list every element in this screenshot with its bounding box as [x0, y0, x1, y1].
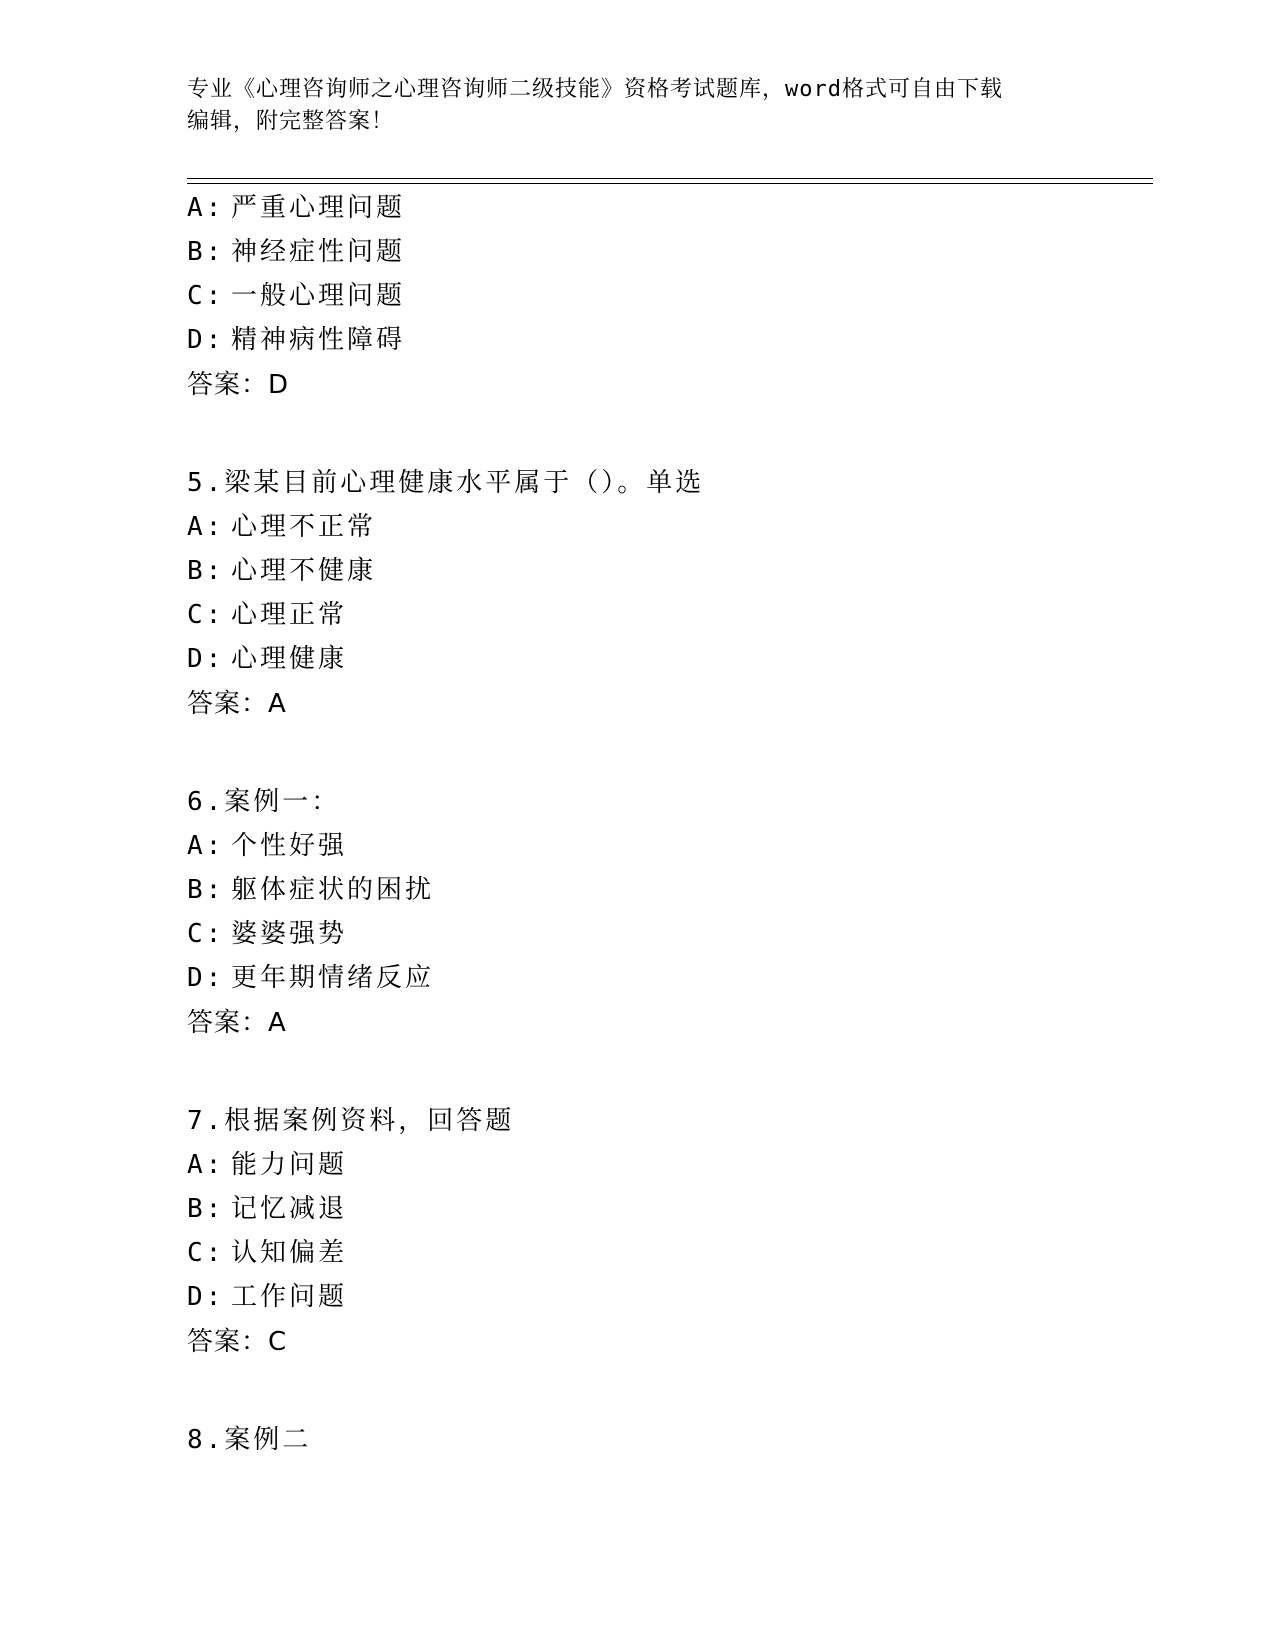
q6-option-c [187, 918, 347, 950]
q5-option-b [187, 555, 376, 587]
option-text: 婆婆强势 [231, 919, 348, 949]
header-rule-bottom [187, 183, 1153, 184]
option-letter: D: [187, 325, 225, 355]
q7-answer: 答案：C [187, 1327, 288, 1357]
option-letter: A: [187, 512, 225, 542]
option-letter: B: [187, 1194, 225, 1224]
q7-option-d [187, 1281, 347, 1313]
option-text: 工作问题 [231, 1282, 348, 1312]
option-text: 心理不健康 [231, 556, 377, 586]
option-text: 记忆减退 [231, 1194, 348, 1224]
option-letter: C: [187, 281, 225, 311]
option-text: 个性好强 [231, 831, 348, 861]
option-text: 神经症性问题 [231, 237, 406, 267]
q6-option-b [187, 874, 434, 906]
q7-question: 7.根据案例资料，回答题 [187, 1106, 515, 1136]
header-rule-top [187, 178, 1153, 179]
option-text: 心理不正常 [231, 512, 377, 542]
q6-question: 6.案例一： [187, 787, 341, 817]
q7-option-b [187, 1193, 347, 1225]
q8-question: 8.案例二 [187, 1425, 312, 1455]
q5-option-d [187, 643, 347, 675]
q5-option-c [187, 599, 347, 631]
q5-option-a [187, 511, 376, 543]
q5-answer: 答案：A [187, 689, 287, 719]
q4-option-d [187, 324, 405, 356]
option-text: 能力问题 [231, 1150, 348, 1180]
option-letter: A: [187, 1150, 225, 1180]
option-letter: A: [187, 831, 225, 861]
q5-question: 5.梁某目前心理健康水平属于（）。单选 [187, 468, 705, 498]
option-text: 认知偏差 [231, 1238, 348, 1268]
q4-option-b [187, 236, 405, 268]
option-letter: B: [187, 875, 225, 905]
option-letter: D: [187, 644, 225, 674]
option-letter: C: [187, 600, 225, 630]
option-text: 一般心理问题 [231, 281, 406, 311]
option-letter: D: [187, 963, 225, 993]
q7-option-a [187, 1149, 347, 1181]
q6-answer: 答案：A [187, 1008, 287, 1038]
option-text: 心理正常 [231, 600, 348, 630]
header-line-2: 编辑，附完整答案！ [187, 109, 395, 134]
header-line-1: 专业《心理咨询师之心理咨询师二级技能》资格考试题库，word格式可自由下载 [187, 77, 1003, 102]
q6-option-a [187, 830, 347, 862]
q4-option-c [187, 280, 405, 312]
q7-option-c [187, 1237, 347, 1269]
document-header [187, 74, 1087, 138]
option-text: 更年期情绪反应 [231, 963, 435, 993]
option-text: 心理健康 [231, 644, 348, 674]
option-letter: D: [187, 1282, 225, 1312]
option-letter: C: [187, 919, 225, 949]
q6-option-d [187, 962, 434, 994]
option-letter: B: [187, 237, 225, 267]
option-letter: B: [187, 556, 225, 586]
q4-option-a [187, 192, 405, 224]
option-text: 精神病性障碍 [231, 325, 406, 355]
option-letter: C: [187, 1238, 225, 1268]
q4-answer: 答案：D [187, 370, 290, 400]
option-text: 躯体症状的困扰 [231, 875, 435, 905]
option-letter: A: [187, 193, 225, 223]
option-text: 严重心理问题 [231, 193, 406, 223]
